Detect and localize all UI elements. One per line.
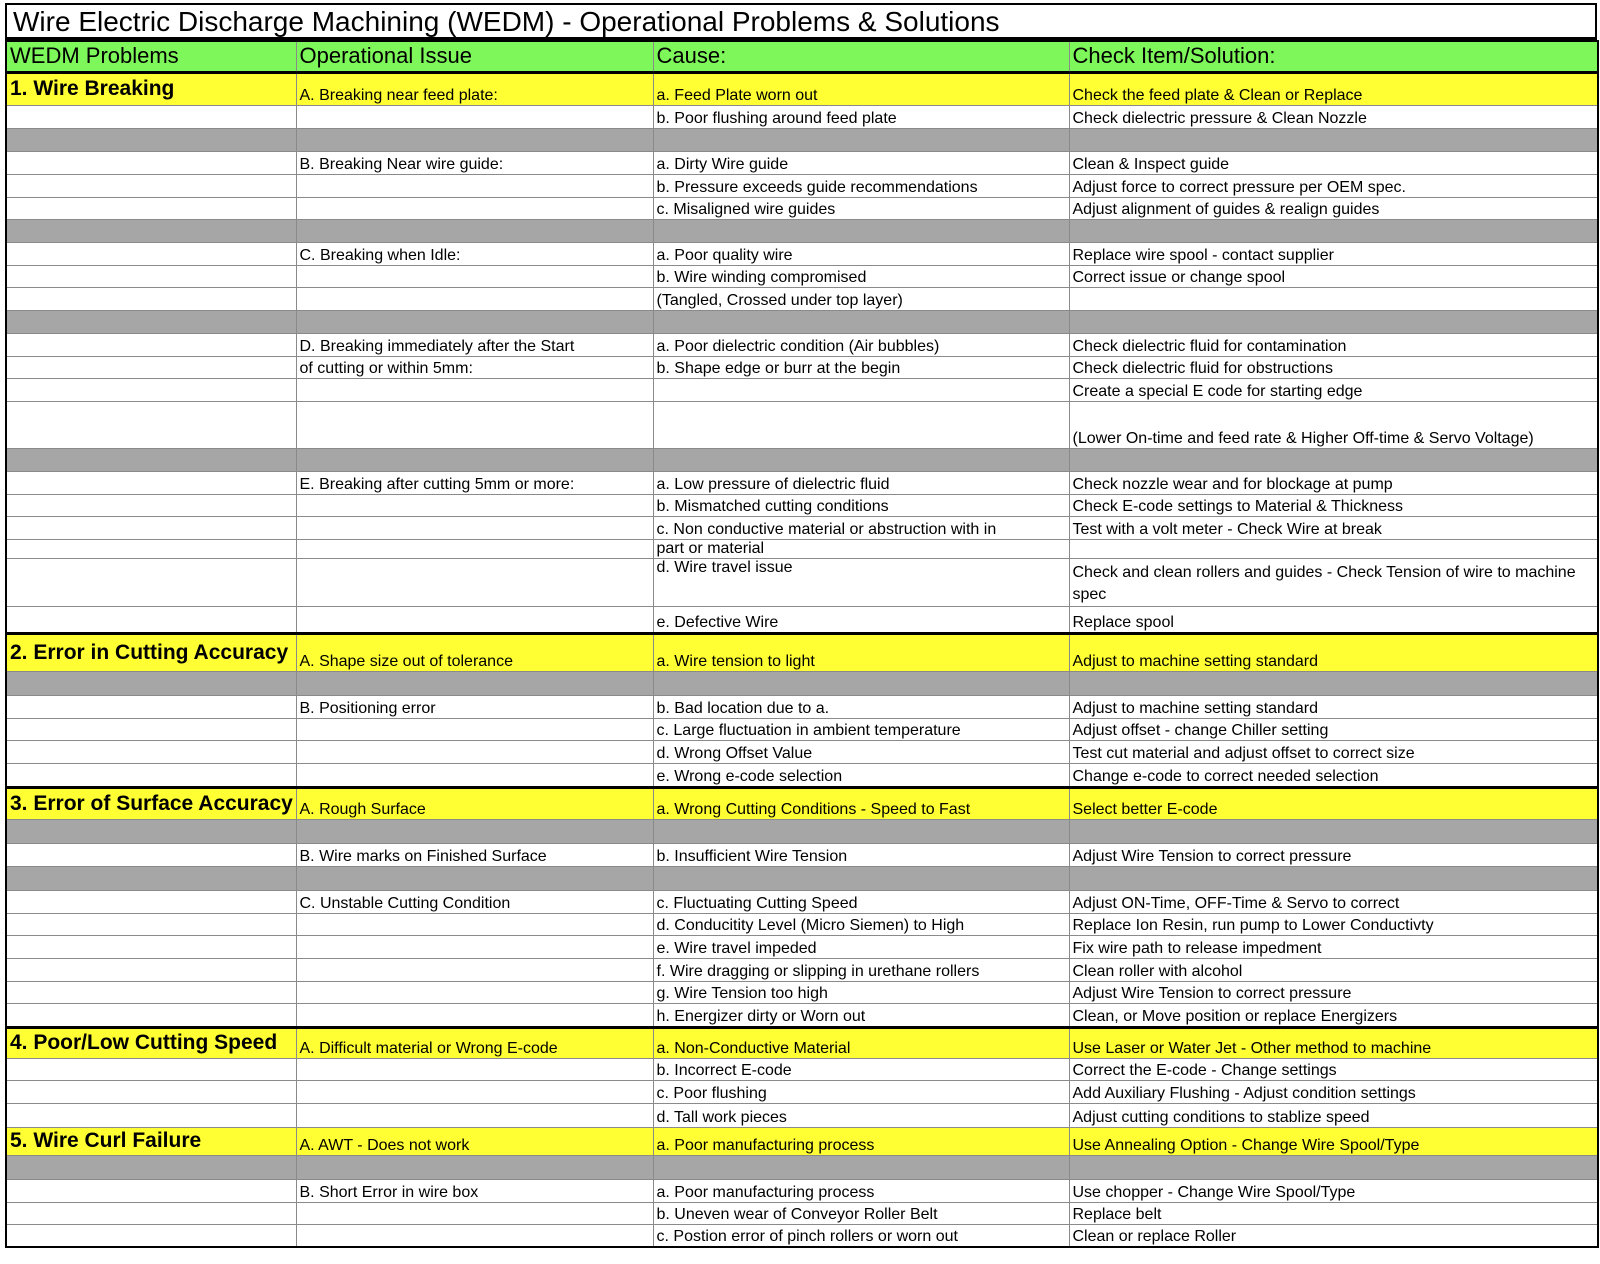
table-row [6,1027,1598,1058]
problem-cell[interactable] [6,197,296,219]
cause-cell[interactable]: b. Insufficient Wire Tension [653,843,1069,866]
issue-cell[interactable] [296,310,653,333]
problem-cell[interactable] [6,287,296,310]
problem-cell[interactable] [6,494,296,516]
cause-cell[interactable]: d. Wire travel issue [653,558,1069,606]
table-row [6,958,1598,981]
table-row [6,787,1598,819]
issue-cell[interactable]: C. Breaking when Idle: [296,242,653,265]
problem-cell[interactable] [6,718,296,740]
solution-cell[interactable]: Replace wire spool - contact supplier [1069,242,1598,265]
problem-cell[interactable] [6,105,296,128]
table-row [6,471,1598,494]
problem-cell[interactable] [6,843,296,866]
cause-cell[interactable]: b. Poor flushing around feed plate [653,105,1069,128]
solution-cell[interactable]: Replace belt [1069,1202,1598,1224]
cause-cell[interactable]: e. Wrong e-code selection [653,763,1069,787]
issue-cell[interactable] [296,1155,653,1179]
issue-cell[interactable] [296,265,653,287]
problem-cell[interactable] [6,890,296,913]
problem-cell[interactable] [6,265,296,287]
solution-cell[interactable] [1069,819,1598,843]
table-row [6,401,1598,448]
solution-cell[interactable]: Check E-code settings to Material & Thickness [1069,494,1598,516]
solution-cell[interactable]: Adjust to machine setting standard [1069,633,1598,671]
issue-cell[interactable] [296,1080,653,1103]
problem-cell[interactable] [6,333,296,356]
table-row [6,287,1598,310]
cause-cell[interactable]: d. Tall work pieces [653,1103,1069,1127]
cause-cell[interactable]: f. Wire dragging or slipping in urethane rollers [653,958,1069,981]
problem-cell[interactable] [6,1224,296,1247]
cause-cell[interactable] [653,819,1069,843]
solution-cell[interactable]: Check the feed plate & Clean or Replace [1069,72,1598,105]
header-wedm-problems[interactable]: WEDM Problems [6,41,296,72]
cause-cell[interactable]: c. Poor flushing [653,1080,1069,1103]
cause-cell[interactable]: b. Pressure exceeds guide recommendations [653,174,1069,197]
solution-cell[interactable] [1069,128,1598,151]
problem-cell[interactable] [6,128,296,151]
separator-row [6,819,1598,843]
separator-row [6,219,1598,242]
table-row [6,197,1598,219]
problem-cell[interactable] [6,981,296,1003]
cause-cell[interactable] [653,378,1069,401]
cause-cell[interactable]: a. Feed Plate worn out [653,72,1069,105]
solution-cell[interactable]: (Lower On-time and feed rate & Higher Off-time & Servo Voltage) [1069,401,1598,448]
solution-cell[interactable]: Add Auxiliary Flushing - Adjust condition settings [1069,1080,1598,1103]
table-row [6,1058,1598,1080]
solution-cell[interactable]: Check and clean rollers and guides - Check Tension of wire to machine spec [1069,558,1598,606]
issue-cell[interactable]: B. Breaking Near wire guide: [296,151,653,174]
issue-cell[interactable] [296,819,653,843]
problem-cell[interactable] [6,1155,296,1179]
solution-cell[interactable]: Check nozzle wear and for blockage at pump [1069,471,1598,494]
problem-cell[interactable] [6,695,296,718]
issue-cell[interactable]: A. Breaking near feed plate: [296,72,653,105]
issue-cell[interactable] [296,1058,653,1080]
cause-cell[interactable]: c. Non conductive material or abstruction with in [653,516,1069,539]
solution-cell[interactable] [1069,671,1598,695]
solution-cell[interactable] [1069,539,1598,558]
cause-cell[interactable]: a. Poor manufacturing process [653,1179,1069,1202]
solution-cell[interactable]: Use chopper - Change Wire Spool/Type [1069,1179,1598,1202]
table-row [6,494,1598,516]
table-row [6,718,1598,740]
cause-cell[interactable]: (Tangled, Crossed under top layer) [653,287,1069,310]
cause-cell[interactable]: d. Wrong Offset Value [653,740,1069,763]
table-row [6,1202,1598,1224]
solution-cell[interactable] [1069,310,1598,333]
solution-cell[interactable] [1069,287,1598,310]
solution-cell[interactable]: Check dielectric pressure & Clean Nozzle [1069,105,1598,128]
table-row [6,378,1598,401]
header-cause[interactable]: Cause: [653,41,1069,72]
cause-cell[interactable] [653,1155,1069,1179]
table-row [6,72,1598,105]
cause-cell[interactable]: b. Shape edge or burr at the begin [653,356,1069,378]
solution-cell[interactable]: Select better E-code [1069,787,1598,819]
problem-cell[interactable] [6,1179,296,1202]
issue-cell[interactable]: B. Short Error in wire box [296,1179,653,1202]
solution-cell[interactable]: Adjust alignment of guides & realign guides [1069,197,1598,219]
solution-cell[interactable]: Use Annealing Option - Change Wire Spool/Type [1069,1127,1598,1155]
sheet-title: Wire Electric Discharge Machining (WEDM) - Operational Problems & Solutions [5,3,1597,40]
issue-cell[interactable]: B. Positioning error [296,695,653,718]
table-row [6,890,1598,913]
issue-cell[interactable] [296,105,653,128]
solution-cell[interactable]: Clean or replace Roller [1069,1224,1598,1247]
solution-cell[interactable]: Change e-code to correct needed selection [1069,763,1598,787]
table-row [6,843,1598,866]
solution-cell[interactable]: Adjust Wire Tension to correct pressure [1069,981,1598,1003]
cause-cell[interactable] [653,219,1069,242]
problem-cell[interactable] [6,1058,296,1080]
issue-cell[interactable] [296,494,653,516]
problem-cell[interactable]: 4. Poor/Low Cutting Speed [6,1027,296,1058]
cause-cell[interactable]: part or material [653,539,1069,558]
separator-row [6,310,1598,333]
solution-cell[interactable] [1069,1155,1598,1179]
issue-cell[interactable] [296,1003,653,1027]
table-row [6,333,1598,356]
problem-cell[interactable] [6,401,296,448]
problem-cell[interactable] [6,378,296,401]
solution-cell[interactable]: Check dielectric fluid for contamination [1069,333,1598,356]
problem-cell[interactable] [6,471,296,494]
solution-cell[interactable]: Replace spool [1069,606,1598,633]
problem-cell[interactable] [6,1103,296,1127]
issue-cell[interactable] [296,671,653,695]
solution-cell[interactable]: Adjust Wire Tension to correct pressure [1069,843,1598,866]
table-row [6,265,1598,287]
cause-cell[interactable]: h. Energizer dirty or Worn out [653,1003,1069,1027]
solution-cell[interactable]: Correct the E-code - Change settings [1069,1058,1598,1080]
table-row [6,740,1598,763]
cause-cell[interactable]: c. Misaligned wire guides [653,197,1069,219]
table-row [6,763,1598,787]
problem-cell[interactable] [6,671,296,695]
issue-cell[interactable] [296,1224,653,1247]
issue-cell[interactable] [296,1103,653,1127]
cause-cell[interactable] [653,401,1069,448]
issue-cell[interactable]: A. Difficult material or Wrong E-code [296,1027,653,1058]
solution-cell[interactable]: Adjust offset - change Chiller setting [1069,718,1598,740]
solution-cell[interactable]: Test cut material and adjust offset to correct size [1069,740,1598,763]
issue-cell[interactable] [296,378,653,401]
issue-cell[interactable]: D. Breaking immediately after the Start [296,333,653,356]
cause-cell[interactable]: a. Wrong Cutting Conditions - Speed to Fast [653,787,1069,819]
solution-cell[interactable]: Adjust ON-Time, OFF-Time & Servo to correct [1069,890,1598,913]
issue-cell[interactable] [296,913,653,935]
issue-cell[interactable] [296,558,653,606]
cause-cell[interactable]: e. Defective Wire [653,606,1069,633]
table-row [6,1179,1598,1202]
problem-cell[interactable] [6,242,296,265]
table-row [6,242,1598,265]
table-row [6,174,1598,197]
header-check-item-solution[interactable]: Check Item/Solution: [1069,41,1598,72]
solution-cell[interactable]: Clean, or Move position or replace Energizers [1069,1003,1598,1027]
separator-row [6,866,1598,890]
cause-cell[interactable] [653,448,1069,471]
problem-cell[interactable]: 1. Wire Breaking [6,72,296,105]
table-row [6,516,1598,539]
problem-cell[interactable] [6,958,296,981]
header-row [6,41,1598,72]
separator-row [6,448,1598,471]
issue-cell[interactable] [296,866,653,890]
issue-cell[interactable] [296,128,653,151]
cause-cell[interactable] [653,310,1069,333]
solution-cell[interactable]: Adjust to machine setting standard [1069,695,1598,718]
problem-cell[interactable] [6,356,296,378]
table-row [6,558,1598,606]
problem-cell[interactable] [6,1080,296,1103]
solution-cell[interactable]: Check dielectric fluid for obstructions [1069,356,1598,378]
cause-cell[interactable]: a. Poor manufacturing process [653,1127,1069,1155]
cause-cell[interactable]: c. Postion error of pinch rollers or worn out [653,1224,1069,1247]
cause-cell[interactable] [653,866,1069,890]
issue-cell[interactable] [296,1202,653,1224]
issue-cell[interactable] [296,197,653,219]
problem-cell[interactable] [6,763,296,787]
solution-cell[interactable] [1069,448,1598,471]
cause-cell[interactable]: c. Fluctuating Cutting Speed [653,890,1069,913]
problem-cell[interactable]: 3. Error of Surface Accuracy [6,787,296,819]
cause-cell[interactable] [653,128,1069,151]
separator-row [6,671,1598,695]
cause-cell[interactable] [653,671,1069,695]
issue-cell[interactable]: of cutting or within 5mm: [296,356,653,378]
problem-cell[interactable] [6,516,296,539]
issue-cell[interactable] [296,516,653,539]
header-operational-issue[interactable]: Operational Issue [296,41,653,72]
table-row [6,981,1598,1003]
issue-cell[interactable] [296,935,653,958]
problem-cell[interactable] [6,935,296,958]
problems-table [5,40,1599,1248]
table-row [6,1080,1598,1103]
issue-cell[interactable] [296,981,653,1003]
cause-cell[interactable]: a. Poor quality wire [653,242,1069,265]
problem-cell[interactable] [6,819,296,843]
problem-cell[interactable] [6,151,296,174]
issue-cell[interactable] [296,763,653,787]
issue-cell[interactable] [296,539,653,558]
problem-cell[interactable] [6,219,296,242]
table-row [6,356,1598,378]
issue-cell[interactable]: A. AWT - Does not work [296,1127,653,1155]
cause-cell[interactable]: a. Non-Conductive Material [653,1027,1069,1058]
table-row [6,539,1598,558]
cause-cell[interactable]: d. Conducitity Level (Micro Siemen) to High [653,913,1069,935]
solution-cell[interactable]: Correct issue or change spool [1069,265,1598,287]
solution-cell[interactable] [1069,219,1598,242]
cause-cell[interactable]: e. Wire travel impeded [653,935,1069,958]
problem-cell[interactable] [6,310,296,333]
issue-cell[interactable] [296,958,653,981]
problem-cell[interactable] [6,740,296,763]
separator-row [6,1155,1598,1179]
issue-cell[interactable] [296,174,653,197]
cause-cell[interactable]: a. Dirty Wire guide [653,151,1069,174]
table-row [6,1127,1598,1155]
cause-cell[interactable]: c. Large fluctuation in ambient temperature [653,718,1069,740]
problem-cell[interactable] [6,558,296,606]
problem-cell[interactable] [6,913,296,935]
cause-cell[interactable]: b. Bad location due to a. [653,695,1069,718]
issue-cell[interactable]: C. Unstable Cutting Condition [296,890,653,913]
cause-cell[interactable]: b. Wire winding compromised [653,265,1069,287]
table-row [6,633,1598,671]
issue-cell[interactable]: A. Rough Surface [296,787,653,819]
problem-cell[interactable] [6,606,296,633]
problem-cell[interactable] [6,1003,296,1027]
problem-cell[interactable]: 5. Wire Curl Failure [6,1127,296,1155]
table-row [6,151,1598,174]
problem-cell[interactable]: 2. Error in Cutting Accuracy [6,633,296,671]
issue-cell[interactable] [296,740,653,763]
solution-cell[interactable] [1069,866,1598,890]
issue-cell[interactable] [296,219,653,242]
table-row [6,1003,1598,1027]
issue-cell[interactable] [296,448,653,471]
problem-cell[interactable] [6,539,296,558]
solution-cell[interactable]: Fix wire path to release impedment [1069,935,1598,958]
issue-cell[interactable] [296,401,653,448]
cause-cell[interactable]: b. Uneven wear of Conveyor Roller Belt [653,1202,1069,1224]
separator-row [6,128,1598,151]
problem-cell[interactable] [6,1202,296,1224]
problem-cell[interactable] [6,448,296,471]
table-row [6,105,1598,128]
problem-cell[interactable] [6,866,296,890]
solution-cell[interactable]: Create a special E code for starting edge [1069,378,1598,401]
cause-cell[interactable]: b. Mismatched cutting conditions [653,494,1069,516]
issue-cell[interactable]: B. Wire marks on Finished Surface [296,843,653,866]
cause-cell[interactable]: b. Incorrect E-code [653,1058,1069,1080]
solution-cell[interactable]: Adjust force to correct pressure per OEM spec. [1069,174,1598,197]
cause-cell[interactable]: a. Wire tension to light [653,633,1069,671]
issue-cell[interactable] [296,287,653,310]
cause-cell[interactable]: a. Low pressure of dielectric fluid [653,471,1069,494]
table-row [6,606,1598,633]
issue-cell[interactable]: A. Shape size out of tolerance [296,633,653,671]
solution-cell[interactable]: Adjust cutting conditions to stablize speed [1069,1103,1598,1127]
table-row [6,1103,1598,1127]
table-row [6,935,1598,958]
solution-cell[interactable]: Test with a volt meter - Check Wire at break [1069,516,1598,539]
solution-cell[interactable]: Use Laser or Water Jet - Other method to machine [1069,1027,1598,1058]
solution-cell[interactable]: Replace Ion Resin, run pump to Lower Conductivty [1069,913,1598,935]
table-row [6,695,1598,718]
solution-cell[interactable]: Clean & Inspect guide [1069,151,1598,174]
table-row [6,913,1598,935]
issue-cell[interactable] [296,606,653,633]
solution-cell[interactable]: Clean roller with alcohol [1069,958,1598,981]
issue-cell[interactable] [296,718,653,740]
table-row [6,1224,1598,1247]
cause-cell[interactable]: a. Poor dielectric condition (Air bubbles) [653,333,1069,356]
problem-cell[interactable] [6,174,296,197]
cause-cell[interactable]: g. Wire Tension too high [653,981,1069,1003]
issue-cell[interactable]: E. Breaking after cutting 5mm or more: [296,471,653,494]
